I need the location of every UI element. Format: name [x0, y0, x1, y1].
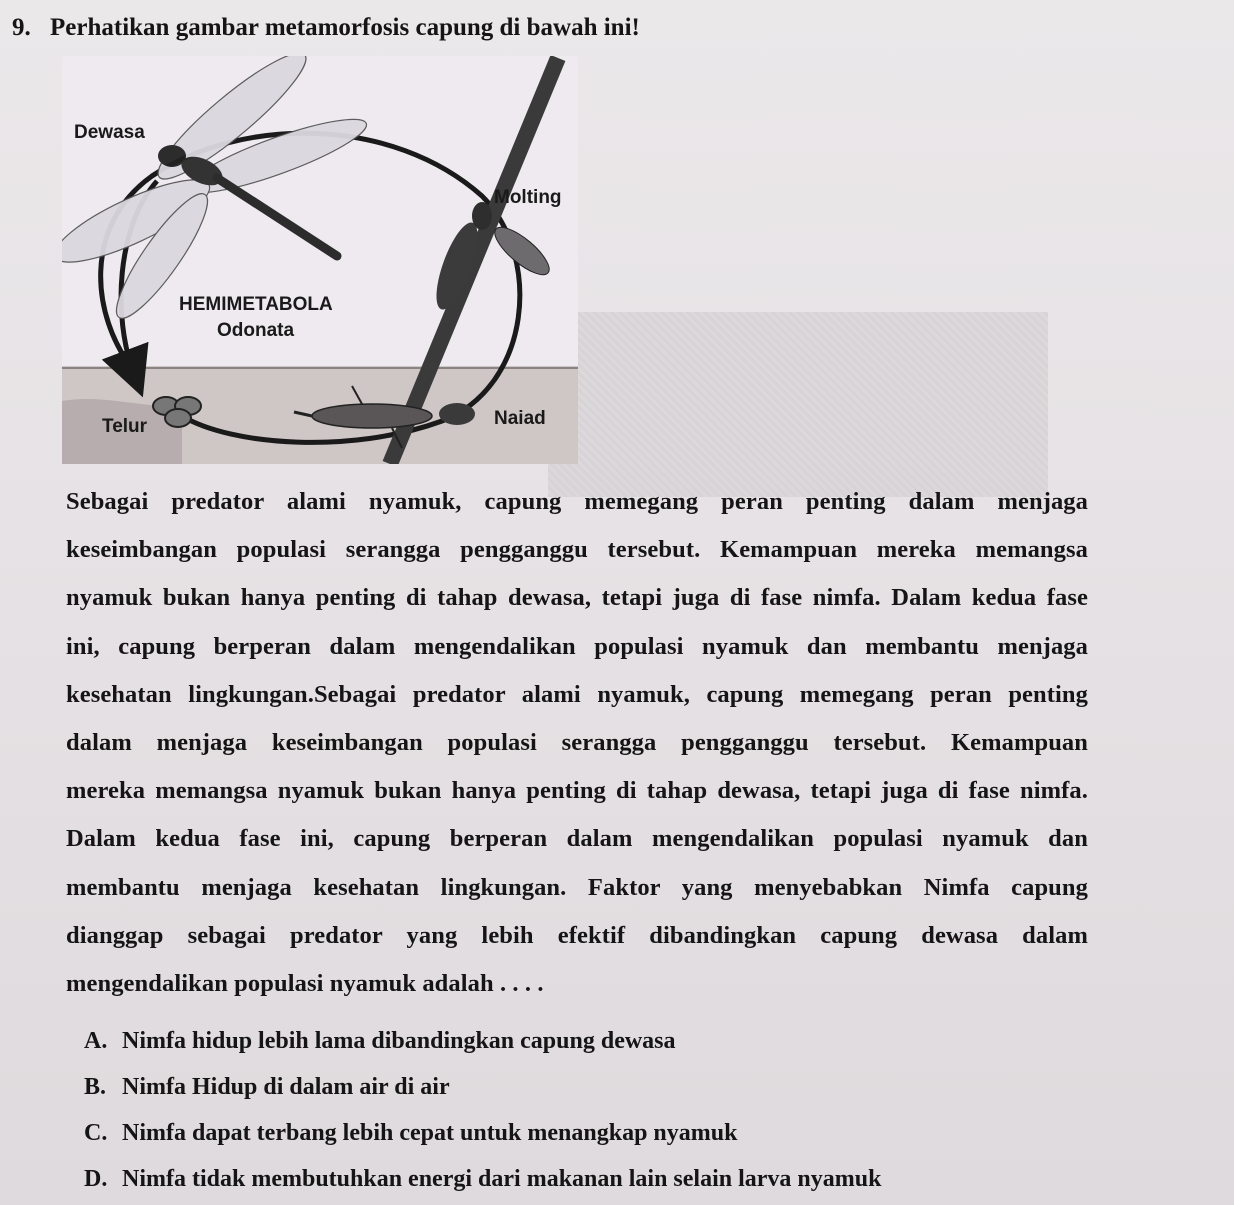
option-d[interactable] — [84, 1156, 881, 1202]
question-header — [12, 14, 640, 42]
paragraph-line: mereka memangsa nyamuk bukan hanya penting di tahap dewasa, tetapi juga di fase nimfa. — [66, 777, 1088, 805]
option-text: Nimfa tidak membutuhkan energi dari makanan lain selain larva nyamuk — [122, 1166, 882, 1192]
option-text: Nimfa hidup lebih lama dibandingkan capung dewasa — [122, 1028, 676, 1054]
paragraph-line: kesehatan lingkungan.Sebagai predator alami nyamuk, capung memegang peran penting — [66, 680, 1088, 708]
answer-options — [84, 1018, 881, 1202]
option-letter: A. — [84, 1028, 108, 1054]
option-letter: C. — [84, 1120, 108, 1146]
label-dewasa: Dewasa — [74, 122, 145, 143]
paragraph-line: nyamuk bukan hanya penting di tahap dewasa, tetapi juga di fase nimfa. Dalam kedua fase — [66, 584, 1088, 612]
question-paragraph — [66, 478, 1088, 1008]
option-a[interactable] — [84, 1018, 881, 1064]
dragonfly-metamorphosis-figure — [62, 56, 578, 464]
label-telur: Telur — [102, 416, 148, 437]
paragraph-line: keseimbangan populasi serangga pengganggu tersebut. Kemampuan mereka memangsa — [66, 536, 1088, 564]
question-prompt: Perhatikan gambar metamorfosis capung di bawah ini! — [50, 14, 640, 41]
option-letter: B. — [84, 1074, 107, 1100]
paragraph-line: dianggap sebagai predator yang lebih efektif dibandingkan capung dewasa dalam — [66, 921, 1088, 949]
label-molting: Molting — [494, 187, 562, 208]
label-odonata: Odonata — [217, 320, 295, 341]
paragraph-line: mengendalikan populasi nyamuk adalah . . . . — [66, 969, 544, 997]
option-letter: D. — [84, 1166, 108, 1192]
bleed-through-photo — [548, 312, 1048, 497]
option-b[interactable] — [84, 1064, 881, 1110]
paragraph-line: dalam menjaga keseimbangan populasi serangga pengganggu tersebut. Kemampuan — [66, 728, 1088, 756]
paragraph-line: Dalam kedua fase ini, capung berperan dalam mengendalikan populasi nyamuk dan — [66, 825, 1088, 853]
paragraph-line: Sebagai predator alami nyamuk, capung memegang peran penting dalam menjaga — [66, 488, 1088, 515]
option-text: Nimfa dapat terbang lebih cepat untuk menangkap nyamuk — [122, 1120, 738, 1146]
label-hemimetabola: HEMIMETABOLA — [179, 294, 333, 315]
label-naiad: Naiad — [494, 408, 546, 429]
paragraph-line: ini, capung berperan dalam mengendalikan populasi nyamuk dan membantu menjaga — [66, 632, 1088, 660]
question-number: 9. — [12, 14, 31, 41]
option-text: Nimfa Hidup di dalam air di air — [122, 1074, 450, 1100]
option-c[interactable] — [84, 1110, 881, 1156]
paragraph-line: membantu menjaga kesehatan lingkungan. Faktor yang menyebabkan Nimfa capung — [66, 873, 1088, 901]
